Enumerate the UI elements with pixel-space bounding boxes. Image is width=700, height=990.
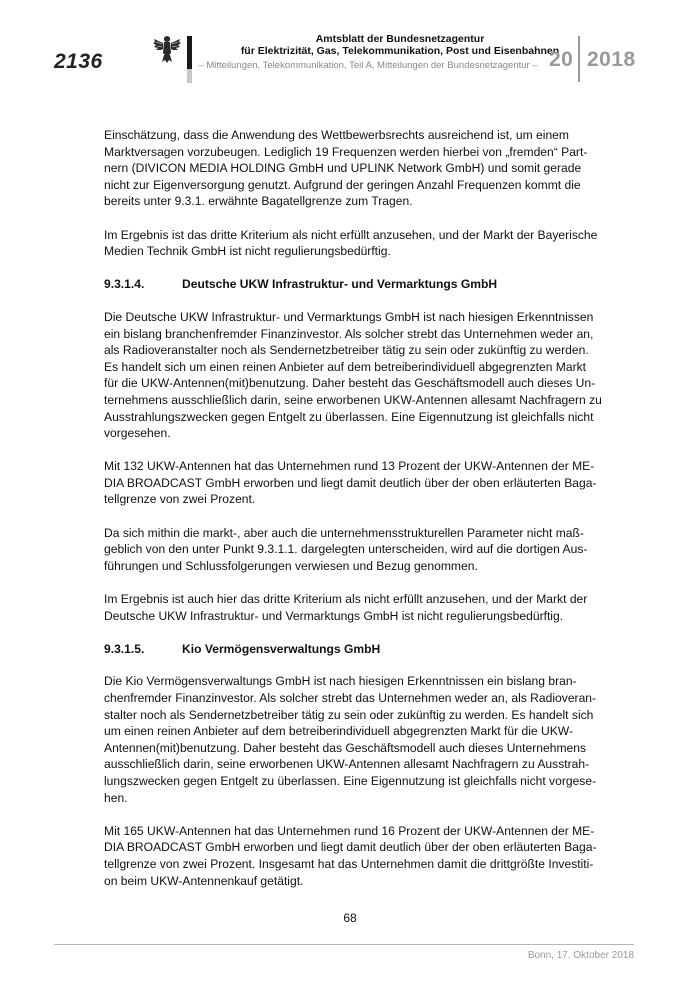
paragraph: Mit 132 UKW-Antennen hat das Unternehmen rund 13 Prozent der UKW-Antennen der ME- DIA BROADCAST GmbH erworben und liegt damit deutlich über der oben erläuterten Baga- tellgrenze von zwei Prozent. bbox=[104, 459, 597, 507]
footer-place-date: Bonn, 17. Oktober 2018 bbox=[527, 950, 634, 961]
paragraph: Einschätzung, dass die Anwendung des Wettbewerbsrechts ausreichend ist, um einem Marktversagen vorzubeugen. Lediglich 19 Frequenzen werden hierbei von „fremden“ Part- nern (DIVICON MEDIA HOLDING GmbH und UPLINK Network GmbH) und somit gerade nicht zur Eigenversorgung genutzt. Aufgrund der geringen Anzahl Frequenzen kommt die bereits unter 9.3.1. erwähnte Bagatellgrenze zum Tragen. bbox=[104, 128, 588, 209]
footer-page-number: 68 bbox=[343, 911, 357, 925]
document-body bbox=[104, 127, 602, 906]
paragraph: Im Ergebnis ist auch hier das dritte Kriterium als nicht erfüllt anzusehen, und der Markt der Deutsche UKW Infrastruktur- und Vermarktungs GmbH ist nicht regulierungsbedürftig. bbox=[104, 592, 588, 623]
issue-divider bbox=[578, 36, 580, 82]
section-title: Deutsche UKW Infrastruktur- und Vermarktungs GmbH bbox=[182, 277, 498, 292]
issue-number: 20 bbox=[549, 48, 574, 71]
page-header bbox=[0, 0, 700, 90]
section-number: 9.3.1.4. bbox=[104, 277, 145, 292]
journal-title: Amtsblatt der Bundesnetzagentur bbox=[315, 33, 485, 45]
section-title: Kio Vermögensverwaltungs GmbH bbox=[182, 641, 381, 656]
section-number: 9.3.1.5. bbox=[104, 641, 145, 656]
paragraph: Da sich mithin die markt-, aber auch die unternehmensstrukturellen Parameter nicht maß- geblich von den unter Punkt 9.3.1.1. dargelegten unterscheiden, wird auf die dortigen Aus- führungen und Schlussfolgerungen verwiesen und Bezug genommen. bbox=[104, 525, 588, 573]
issue-year: 2018 bbox=[587, 48, 636, 71]
footer-divider bbox=[54, 944, 634, 945]
paragraph: Im Ergebnis ist das dritte Kriterium als nicht erfüllt anzusehen, und der Markt der Bayerische Medien Technik GmbH ist nicht regulierungsbedürftig. bbox=[104, 227, 598, 259]
journal-subtitle: für Elektrizität, Gas, Telekommunikation, Post und Eisenbahnen bbox=[240, 45, 560, 57]
header-bar-black bbox=[187, 36, 192, 69]
paragraph: Die Deutsche UKW Infrastruktur- und Vermarktungs GmbH ist nach hiesigen Erkenntnissen ein bislang branchenfremder Finanzinvestor. Als solcher strebt das Unternehmen weder an, als Radioveranstalter noch als Sendernetzbetreiber tätig zu sein oder zukünftig zu werden. Es handelt sich um einen reinen Anbieter auf dem betreiberindividuell abgegrenzten Markt für die UKW-Antennen(mit)benutzung. Daher besteht das Geschäftsmodell auch dieses Un- ternehmens ausschließlich darin, seine erworbenen UKW-Antennen allesamt Nachfragern zu Ausstrahlungszwecken gegen Entgelt zu überlassen. Eine Eigennutzung ist gleichfalls nicht vorgesehen. bbox=[104, 309, 602, 441]
paragraph: Mit 165 UKW-Antennen hat das Unternehmen rund 16 Prozent der UKW-Antennen der ME- DIA BROADCAST GmbH erworben und liegt damit deutlich über der oben erläuterten Baga- tellgrenze von zwei Prozent. Insgesamt hat das Unternehmen damit die drittgrößte Investiti- on beim UKW-Antennenkauf getätigt. bbox=[104, 823, 597, 888]
section-heading bbox=[104, 276, 594, 293]
journal-page-number: 2136 bbox=[54, 50, 103, 73]
paragraph: Die Kio Vermögensverwaltungs GmbH ist nach hiesigen Erkenntnissen ein bislang bran- chenfremder Finanzinvestor. Als solcher strebt das Unternehmen weder an, als Radioveran- stalter noch als Sendernetzbetreiber tätig zu sein oder zukünftig zu werden. Es handelt sich um einen reinen Anbieter auf dem betreiberindividuell abgegrenzten Markt für die UKW- Antennen(mit)benutzung. Daher besteht das Geschäftsmodell auch dieses Unternehmens ausschließlich darin, seine erworbenen UKW-Antennen allesamt Nachfragern zu Ausstrah- lungszwecken gegen Entgelt zu überlassen. Eine Eigennutzung ist gleichfalls nicht vorgese- hen. bbox=[104, 674, 597, 805]
section-heading bbox=[104, 641, 594, 658]
journal-section: – Mitteilungen, Telekommunikation, Teil A, Mitteilungen der Bundesnetzagentur – bbox=[198, 60, 538, 71]
header-bar-grey bbox=[187, 69, 192, 83]
federal-eagle-icon bbox=[152, 33, 182, 65]
